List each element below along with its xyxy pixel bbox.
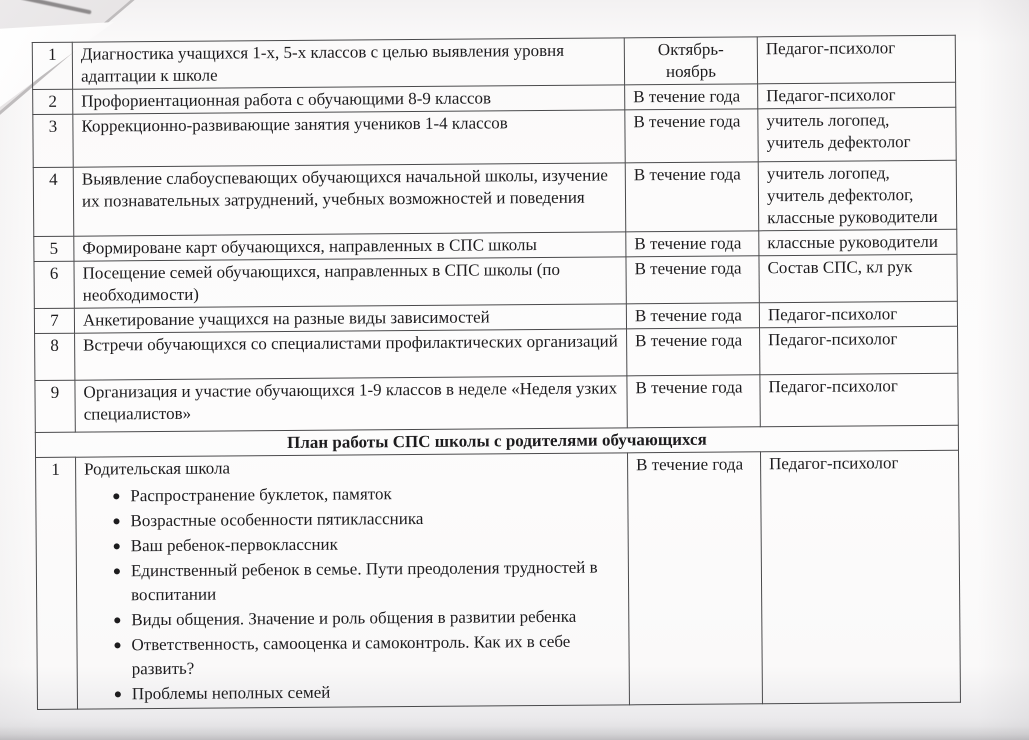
- activity-cell: Встречи обучающихся со специалистами профилактических организаций: [75, 329, 627, 380]
- table-row: [33, 160, 957, 236]
- responsible-cell: Педагог-психолог: [758, 82, 956, 109]
- timing-cell: Октябрь- ноябрь: [624, 37, 757, 85]
- row-number-cell: 4: [33, 167, 74, 236]
- row-number-cell: 1: [32, 42, 72, 89]
- responsible-cell: Педагог-психолог: [760, 373, 958, 427]
- row-number-cell: 1: [36, 457, 78, 709]
- responsible-cell: Состав СПС, кл рук: [759, 254, 957, 303]
- row-number-cell: 9: [35, 380, 75, 432]
- activity-cell: Выявление слабоуспевающих обучающихся начальной школы, изучение их познавательных затруднений, учебных возможностей и поведения: [73, 163, 626, 236]
- photo-bottom-shadow: [0, 726, 1029, 740]
- timing-cell: В течение года: [626, 303, 759, 329]
- table-row: [32, 35, 955, 89]
- topic-item: Ответственность, самооценка и самоконтроль. Как их в себе развить?: [113, 629, 620, 681]
- responsible-cell: Педагог-психолог: [757, 35, 955, 84]
- section-header: План работы СПС школы с родителями обучающихся: [35, 425, 958, 457]
- responsible-cell: учитель логопед, учитель дефектолог: [758, 107, 956, 162]
- responsible-cell: Педагог-психолог: [760, 450, 960, 704]
- responsible-cell: классные руководители: [759, 229, 957, 256]
- timing-cell: В течение года: [627, 375, 760, 428]
- table-row: [35, 373, 958, 432]
- timing-cell: В течение года: [626, 231, 759, 257]
- activity-cell: Анкетирование учащихся на разные виды зависимостей: [74, 304, 626, 333]
- topic-list: [84, 480, 621, 706]
- topic-item: Виды общения. Значение и роль общения в развитии ребенка: [113, 604, 620, 632]
- activity-cell: [76, 453, 630, 709]
- responsible-cell: Педагог-психолог: [759, 301, 957, 328]
- table-row: [33, 107, 956, 167]
- table-row: [36, 450, 961, 709]
- timing-cell: В течение года: [625, 109, 758, 163]
- table-row: [34, 254, 957, 308]
- activity-title: Родительская школа: [84, 458, 231, 479]
- timing-cell: В течение года: [626, 256, 759, 304]
- row-number-cell: 5: [34, 236, 74, 261]
- activity-cell: Организация и участие обучающихся 1-9 классов в неделе «Неделя узких специалистов»: [75, 376, 627, 432]
- row-number-cell: 8: [35, 333, 75, 380]
- row-number-cell: 2: [33, 89, 73, 114]
- topic-item: Ваш ребенок-первоклассник: [113, 530, 620, 558]
- topic-item: Распространение буклеток, памяток: [112, 480, 619, 508]
- topic-item: Возрастные особенности пятиклассника: [112, 505, 619, 533]
- topic-item: Проблемы неполных семей: [114, 678, 621, 706]
- row-number-cell: 3: [33, 114, 73, 167]
- activity-cell: Посещение семей обучающихся, направленных в СПС школы (по необходимости): [74, 257, 626, 308]
- plan-table: [32, 35, 961, 710]
- row-number-cell: 7: [34, 308, 74, 333]
- timing-cell: В течение года: [625, 84, 758, 110]
- plan-table-wrapper: [32, 35, 960, 710]
- activity-cell: Профориентационная работа с обучающими 8-9 классов: [73, 85, 625, 114]
- timing-cell: В течение года: [625, 162, 759, 232]
- timing-cell: В течение года: [627, 328, 760, 376]
- responsible-cell: Педагог-психолог: [760, 326, 958, 375]
- row-number-cell: 6: [34, 261, 74, 308]
- timing-cell: В течение года: [627, 452, 762, 705]
- topic-item: Единственный ребенок в семье. Пути преодоления трудностей в воспитании: [113, 555, 620, 607]
- table-row: [35, 326, 958, 380]
- activity-cell: Коррекционно-развивающие занятия учеников 1-4 классов: [73, 110, 625, 167]
- responsible-cell: учитель логопед, учитель дефектолог, классные руководители: [758, 160, 957, 231]
- activity-cell: Диагностика учащихся 1-х, 5-х классов с целью выявления уровня адаптации к школе: [72, 38, 624, 89]
- activity-cell: Формироване карт обучающихся, направленных в СПС школы: [74, 232, 626, 261]
